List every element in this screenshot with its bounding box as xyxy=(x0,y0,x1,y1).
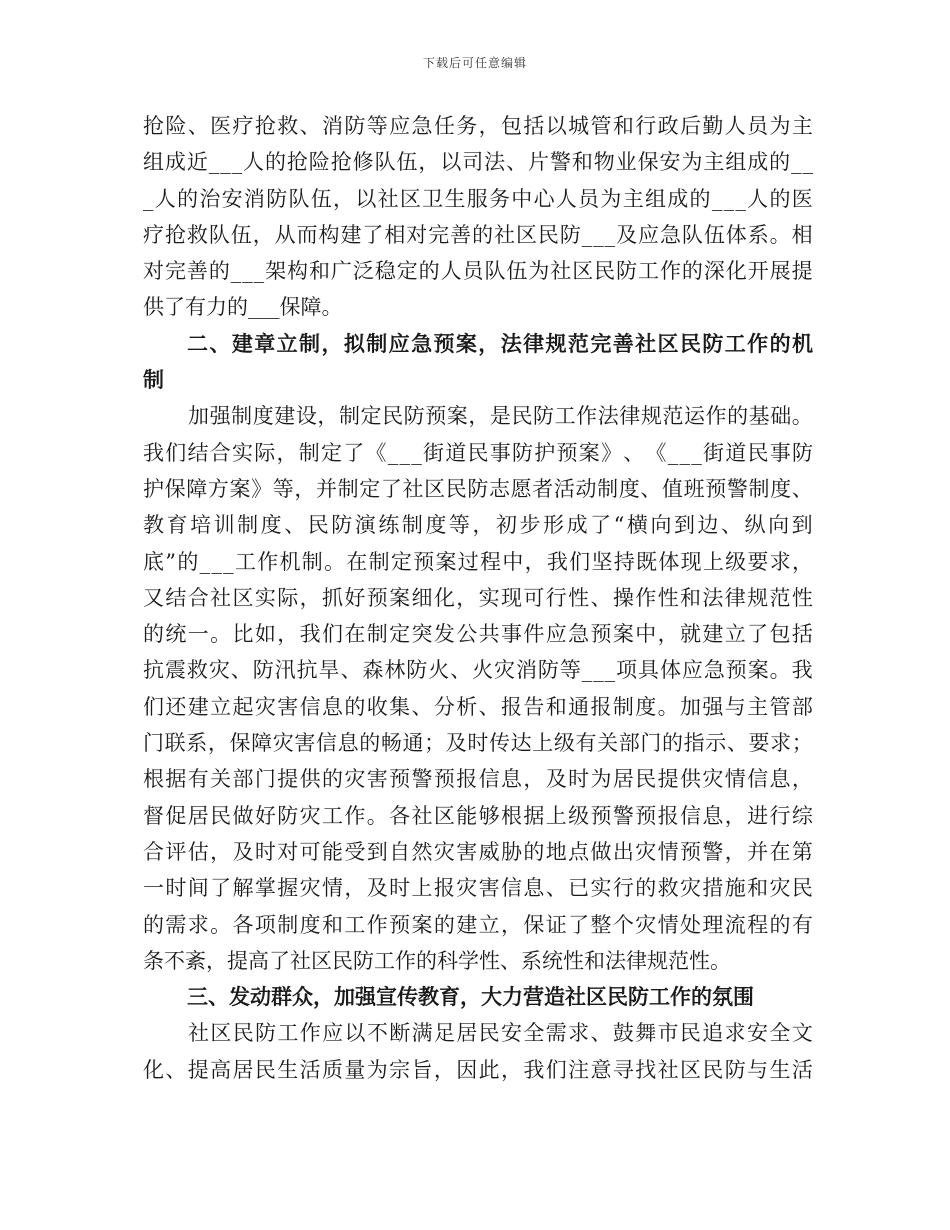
section-heading-line: 三、发动群众，加强宣传教育，大力营造社区民防工作的氛围 xyxy=(187,984,754,1010)
paragraph-line: 一 时 间 了 解 掌 握 灾 情 ， 及 时 上 报 灾 害 信 息 、 已 实 行 的 救 灾 措 施 和 灾 民 xyxy=(143,876,813,901)
section-heading-line: 制 xyxy=(143,367,164,393)
paragraph-line: 供了有力的___保障。 xyxy=(143,295,343,320)
paragraph-line: 根 据 有 关 部 门 提 供 的 灾 害 预 警 预 报 信 息 ， 及 时 为 居 民 提 供 灾 情 信 息 ， xyxy=(143,767,813,792)
section-heading-line: 二 、 建 章 立 制 ， 拟 制 应 急 预 案 ， 法 律 规 范 完 善 社 区 民 防 工 作 的 机 xyxy=(187,330,813,356)
paragraph-line: 抗 震 救 灾 、 防 汛 抗 旱 、 森 林 防 火 、 火 灾 消 防 等 _ _ _ 项 具 体 应 急 预 案 。 我 xyxy=(143,658,813,683)
paragraph-line: 我 们 结 合 实 际 ， 制 定 了 《 _ _ _ 街 道 民 事 防 护 预 案 》 、 《 _ _ _ 街 道 民 事 防 xyxy=(143,440,813,465)
paragraph-line: 底 ” 的 _ _ _ 工 作 机 制 。 在 制 定 预 案 过 程 中 ， 我 们 坚 持 既 体 现 上 级 要 求 ， xyxy=(143,549,813,574)
paragraph-line: 加 强 制 度 建 设 ， 制 定 民 防 预 案 ， 是 民 防 工 作 法 律 规 范 运 作 的 基 础 。 xyxy=(188,404,813,429)
paragraph-line: 督 促 居 民 做 好 防 灾 工 作 。 各 社 区 能 够 根 据 上 级 预 警 预 报 信 息 ， 进 行 综 xyxy=(143,803,813,828)
paragraph-line: 条不紊，提高了社区民防工作的科学性、系统性和法律规范性。 xyxy=(143,948,731,973)
paragraph-line: 合 评 估 ， 及 时 对 可 能 受 到 自 然 灾 害 威 胁 的 地 点 做 出 灾 情 预 警 ， 并 在 第 xyxy=(143,839,813,864)
document-body xyxy=(143,108,813,1088)
paragraph-line: 的 统 一 。 比 如 ， 我 们 在 制 定 突 发 公 共 事 件 应 急 预 案 中 ， 就 建 立 了 包 括 xyxy=(143,622,813,647)
page-header: 下载后可任意编辑 xyxy=(422,56,527,70)
paragraph-line: 组 成 近 _ _ _ 人 的 抢 险 抢 修 队 伍 ， 以 司 法 、 片 警 和 物 业 保 安 为 主 组 成 的 _ _ xyxy=(143,150,813,175)
paragraph-line: 又 结 合 社 区 实 际 ， 抓 好 预 案 细 化 ， 实 现 可 行 性 、 操 作 性 和 法 律 规 范 性 xyxy=(143,585,813,610)
paragraph-line: 门 联 系 ， 保 障 灾 害 信 息 的 畅 通 ； 及 时 传 达 上 级 有 关 部 门 的 指 示 、 要 求 ； xyxy=(143,731,813,756)
paragraph-line: _ 人 的 治 安 消 防 队 伍 ， 以 社 区 卫 生 服 务 中 心 人 员 为 主 组 成 的 _ _ _ 人 的 医 xyxy=(143,186,813,211)
paragraph-line: 对 完 善 的 _ _ _ 架 构 和 广 泛 稳 定 的 人 员 队 伍 为 社 区 民 防 工 作 的 深 化 开 展 提 xyxy=(143,259,813,284)
paragraph-line: 化 、 提 高 居 民 生 活 质 量 为 宗 旨 ， 因 此 ， 我 们 注 意 寻 找 社 区 民 防 与 生 活 xyxy=(143,1057,813,1082)
paragraph-line: 抢 险 、 医 疗 抢 救 、 消 防 等 应 急 任 务 ， 包 括 以 城 管 和 行 政 后 勤 人 员 为 主 xyxy=(143,114,813,138)
paragraph-line: 教 育 培 训 制 度 、 民 防 演 练 制 度 等 ， 初 步 形 成 了 “ 横 向 到 边 、 纵 向 到 xyxy=(143,513,813,538)
paragraph-line: 们 还 建 立 起 灾 害 信 息 的 收 集 、 分 析 、 报 告 和 通 报 制 度 。 加 强 与 主 管 部 xyxy=(143,694,813,719)
paragraph-line: 护 保 障 方 案 》 等 ， 并 制 定 了 社 区 民 防 志 愿 者 活 动 制 度 、 值 班 预 警 制 度 、 xyxy=(143,476,813,501)
paragraph-line: 社 区 民 防 工 作 应 以 不 断 满 足 居 民 安 全 需 求 、 鼓 舞 市 民 追 求 安 全 文 xyxy=(188,1021,813,1046)
paragraph-line: 的 需 求 。 各 项 制 度 和 工 作 预 案 的 建 立 ， 保 证 了 整 个 灾 情 处 理 流 程 的 有 xyxy=(143,912,813,937)
paragraph-line: 疗 抢 救 队 伍 ， 从 而 构 建 了 相 对 完 善 的 社 区 民 防 _ _ _ 及 应 急 队 伍 体 系 。 相 xyxy=(143,222,813,247)
